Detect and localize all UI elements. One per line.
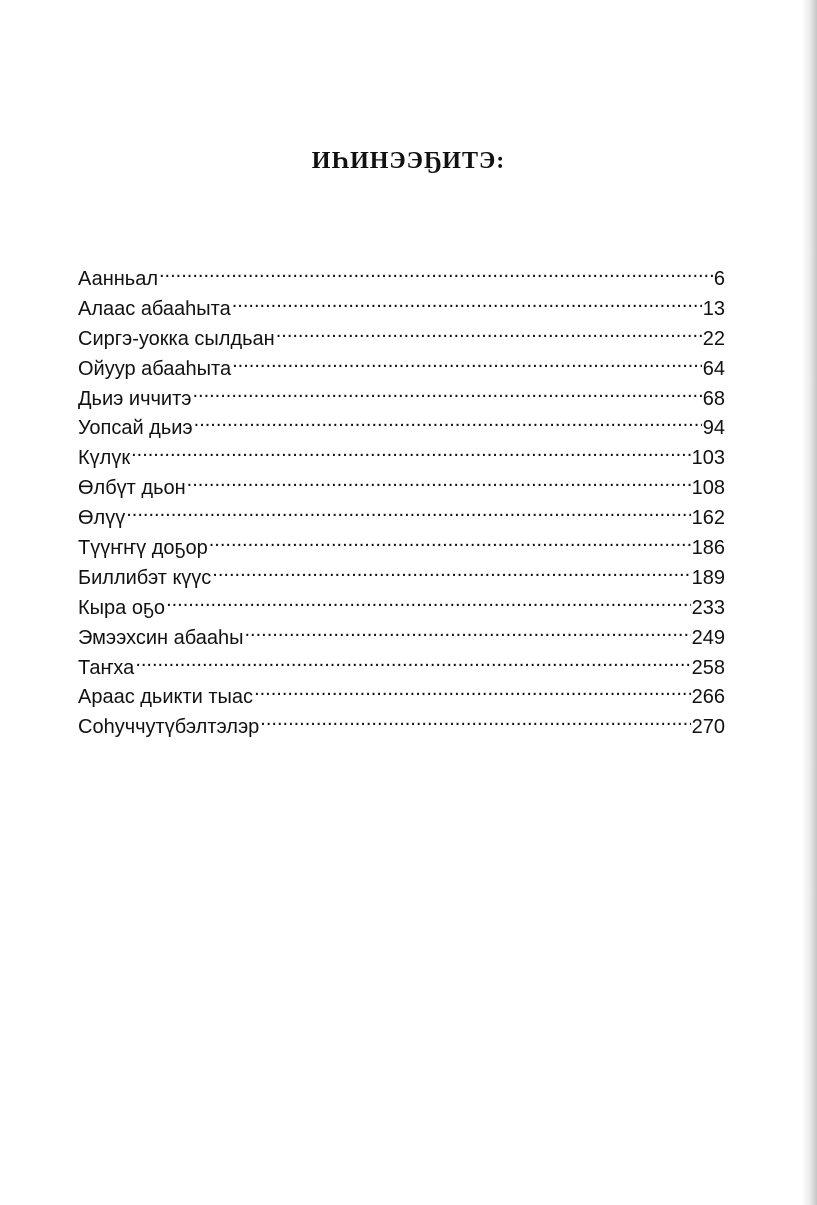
toc-entry-title: Кыра оҕо [78,596,166,619]
toc-entry [78,713,725,743]
dot-leader [245,624,691,644]
toc-page-number: 22 [702,327,725,350]
dot-leader [194,414,702,434]
dot-leader [276,325,702,345]
toc-entry [78,683,725,713]
toc-page-number: 103 [691,447,725,470]
toc-page-number: 186 [691,537,725,560]
dot-leader [212,564,690,584]
toc-entry [78,414,725,444]
toc-entry [78,504,725,534]
toc-entry-title: Аанньал [78,268,158,290]
dot-leader [232,295,702,315]
toc-entry-title: Күлүк [78,447,131,470]
toc-entry-title: Өлүү [78,507,126,530]
toc-entry [78,295,725,325]
toc-entry-title: Өлбүт дьон [78,477,186,500]
dot-leader [232,355,702,375]
dot-leader [260,713,690,733]
toc-entry [78,474,725,504]
toc-entry-title: Эмээхсин абааһы [78,626,244,649]
toc-page-number: 249 [691,626,725,649]
table-of-contents [78,265,725,743]
dot-leader [131,444,691,464]
toc-entry [78,654,725,684]
page-edge-shadow [801,0,817,1205]
dot-leader [209,534,691,554]
toc-entry [78,265,725,295]
toc-entry [78,444,725,474]
dot-leader [135,654,690,674]
dot-leader [192,385,701,405]
toc-entry-title: Алаас абааһыта [78,297,231,320]
dot-leader [187,474,691,494]
toc-entry [78,325,725,355]
toc-entry-title: Соһуччутүбэлтэлэр [78,716,260,739]
toc-page-number: 233 [691,596,725,619]
toc-page-number: 162 [691,507,725,530]
dot-leader [254,683,691,703]
toc-entry [78,385,725,415]
toc-entry-title: Түүҥҥү доҕор [78,537,208,560]
toc-entry [78,534,725,564]
toc-page-number: 6 [713,268,725,290]
dot-leader [159,265,713,285]
toc-entry [78,564,725,594]
toc-entry-title: Биллибэт күүс [78,566,212,589]
toc-entry [78,624,725,654]
toc-entry-title: Ойуур абааһыта [78,357,232,380]
toc-entry [78,594,725,624]
toc-page-number: 94 [702,417,725,440]
dot-leader [126,504,690,524]
toc-page-number: 13 [702,297,725,320]
toc-page-number: 266 [691,686,725,709]
toc-entry-title: Таҥха [78,656,135,679]
toc-page-number: 189 [691,566,725,589]
toc-page-number: 68 [702,387,725,410]
page-title: ИҺИНЭЭҔИТЭ: [311,148,506,174]
toc-entry-title: Дьиэ иччитэ [78,387,192,410]
dot-leader [166,594,691,614]
toc-page-number: 270 [691,716,725,739]
toc-page-number: 108 [691,477,725,500]
toc-page-number: 64 [702,357,725,380]
toc-entry-title: Араас дьикти тыас [78,686,254,709]
toc-page-number: 258 [691,656,725,679]
toc-entry-title: Уопсай дьиэ [78,417,193,440]
toc-entry-title: Сиргэ-уокка сылдьан [78,327,275,350]
toc-entry [78,355,725,385]
